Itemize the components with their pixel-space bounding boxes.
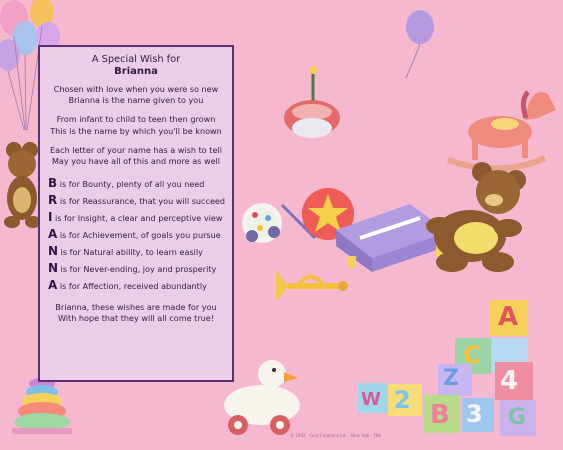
stanza-2 (40, 114, 232, 136)
letter-wish-row (48, 192, 232, 209)
letter-wish-row (48, 277, 232, 294)
letter-wish-row (48, 209, 232, 226)
spinning-top-toy (284, 66, 340, 138)
block-letter-z: Z (443, 366, 459, 391)
letter-wish-row (48, 260, 232, 277)
closing-line: With hope that they will all come true! (57, 313, 215, 324)
letter-wish-text: is for Never-ending, joy and prosperity (58, 264, 217, 275)
recipient-name: Brianna (114, 66, 158, 77)
stanza-line: May you have all of this and more as well (51, 156, 221, 167)
block-letter-g: G (508, 405, 527, 430)
letter-wish-text: is for Natural ability, to learn easily (58, 247, 203, 258)
letter-wishes (48, 175, 232, 294)
block-letter-two: 2 (394, 386, 411, 414)
stanza-1 (40, 84, 232, 106)
letter-wish-text: is for Affection, received abundantly (57, 281, 207, 292)
initial-letter: N (48, 244, 59, 259)
stanza-3 (40, 145, 232, 167)
toy-trumpet (276, 270, 348, 302)
letter-wish-text: is for Bounty, plenty of all you need (57, 179, 205, 190)
stanza-line: Each letter of your name has a wish to tell (50, 144, 222, 155)
letter-wish-text: is for Reassurance, that you will succeed (57, 196, 226, 207)
stanza-line: Chosen with love when you were so new (53, 84, 219, 94)
letter-wish-row (48, 243, 232, 260)
small-teddy-bear (4, 142, 41, 228)
large-teddy-bear (426, 162, 526, 272)
closing-stanza (40, 302, 232, 324)
copyright-footer: © 1993 · Card Creations Inc. · New York · 796 (290, 433, 381, 438)
stanza-line: This is the name by which you'll be known (50, 125, 222, 136)
initial-letter: I (48, 210, 53, 225)
block-letter-b: B (430, 400, 450, 430)
closing-line: Brianna, these wishes are made for you (55, 302, 217, 313)
stanza-line: From infant to child to teen then grown (56, 114, 216, 125)
rocking-horse-toy (448, 92, 556, 169)
poem-title: A Special Wish for (91, 54, 181, 65)
initial-letter: R (48, 193, 58, 208)
block-letter-three: 3 (466, 400, 483, 428)
block-letter-a: A (498, 302, 519, 332)
initial-letter: N (48, 261, 59, 276)
purple-balloon (406, 10, 434, 78)
letter-wish-text: is for Insight, a clear and perceptive view (52, 213, 223, 224)
wish-poem-panel (38, 45, 234, 382)
stanza-line: Brianna is the name given to you (68, 95, 204, 106)
initial-letter: A (48, 278, 58, 293)
letter-wish-row (48, 175, 232, 192)
block-letter-four: 4 (500, 366, 519, 396)
letter-wish-row (48, 226, 232, 243)
block-letter-c: C (463, 341, 481, 369)
initial-letter: A (48, 227, 58, 242)
duck-pull-toy (224, 360, 300, 435)
initial-letter: B (48, 176, 58, 191)
letter-wish-text: is for Achievement, of goals you pursue (57, 230, 221, 241)
block-letter-w: W (361, 389, 381, 410)
